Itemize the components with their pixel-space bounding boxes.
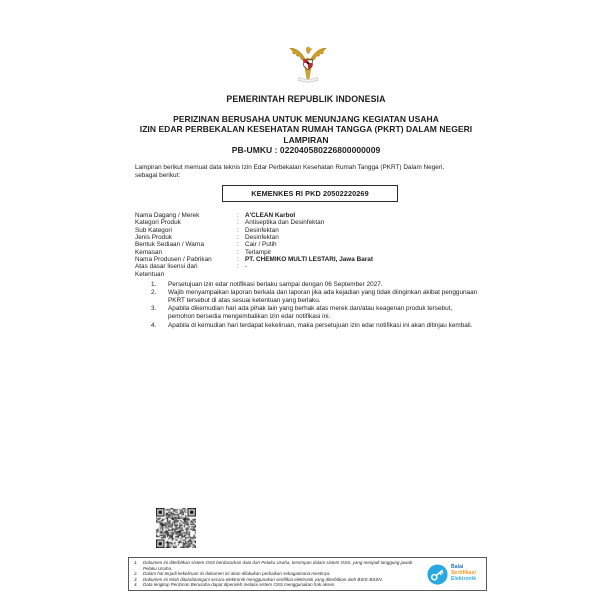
intro-text: Lampiran berikut memuat data teknis Izin Edar Perbekalan Kesehatan Rumah Tangga (PKRT) Dalam Negeri, sebagai berikut: [135,164,445,180]
ketentuan-item [135,305,480,320]
colon: : [237,241,239,249]
certificate-number: KEMENKES RI PKD 20502220269 [251,189,369,198]
field-row-sub-kategori [135,227,480,234]
footer-note-text: Dokumen ini telah ditandatangani secara elektronik menggunakan sertifikat elektronik yang diterbitkan oleh BSrE-BSSN. [143,576,383,582]
field-label: Kemasan [135,248,162,256]
item-text: Apabila dikemudian hari ada pihak lain yang berhak atas merek dan/atau keagenan produk tersebut, pemohon bersedia mengembalikan izin edar notifikasi ini. [168,305,453,320]
colon: : [237,226,239,234]
footer-note-number: 3. [134,576,138,582]
item-number: 1. [151,280,157,288]
footer-note-number: 4. [134,582,138,588]
document-title-block [60,114,552,155]
field-value: Terlampir [245,248,272,256]
item-number: 2. [151,289,157,297]
bsre-logo-text-sertifikasi: Sertifikasi [451,570,477,577]
garuda-pancasila-emblem [288,41,328,85]
field-label: Atas dasar lisensi dari [135,263,198,271]
field-value: Cair / Putih [245,241,277,249]
colon: : [237,248,239,256]
field-row-produsen [135,256,480,263]
footer-note-number: 1. [134,560,138,566]
footer-notes-box [128,557,487,591]
field-label: Sub Kategori [135,226,172,234]
field-value: PT. CHEMIKO MULTI LESTARI, Jawa Barat [245,256,373,264]
colon: : [237,212,239,219]
item-text: Apabila di kemudian hari terdapat kekeliruan, maka persetujuan izin edar notifikasi ini akan ditinjau kembali. [168,321,473,329]
pb-umku-number: PB-UMKU : 022040580226800000009 [231,144,381,155]
colon: : [237,256,239,264]
footer-note-number: 2. [134,571,138,577]
footer-note [134,560,422,571]
field-row-lisensi [135,263,480,270]
item-text: Persetujuan izin edar notifikasi berlaku sampai dengan 06 September 2027. [168,280,383,288]
field-value: - [245,263,248,271]
field-label: Nama Produsen / Pabrikan [135,256,212,264]
field-value: Desinfektan [245,234,279,242]
field-row-nama-dagang [135,212,480,219]
bsre-logo-text-elektronik: Elektronik [451,575,477,582]
government-title: PEMERINTAH REPUBLIK INDONESIA [226,94,386,104]
ketentuan-heading: Ketentuan [135,270,165,278]
field-value: Desinfektan [245,226,279,234]
field-label: Jenis Produk [135,234,172,242]
footer-note-text: Dalam hal terjadi kekeliruan isi dokumen ini akan dilakukan perbaikan sebagaimana mestinya. [143,571,331,577]
certificate-number-box [222,185,398,202]
field-label: Nama Dagang / Merek [135,212,200,219]
key-icon [427,564,448,585]
item-number: 4. [151,321,157,329]
permit-title-line-2: IZIN EDAR PERBEKALAN KESEHATAN RUMAH TANGGA (PKRT) DALAM NEGERI [139,124,473,135]
field-label: Bentuk Sediaan / Warna [135,241,205,249]
ketentuan-item [135,281,480,289]
permit-title-line-3: LAMPIRAN [283,134,329,145]
field-value: Antiseptika dan Desinfektan [245,219,325,227]
ketentuan-item [135,289,480,304]
footer-note-text: Dokumen ini diterbitkan sistem OSS berdasarkan data dari Pelaku Usaha, tersimpan dalam sistem OSS, yang menjadi tanggung jawab Pelaku Usaha. [143,560,413,571]
colon: : [237,219,239,227]
technical-data-block [135,212,480,330]
bsre-logo-text-balai: Balai [451,564,464,571]
bsre-logo [427,564,476,585]
field-row-jenis-produk [135,234,480,241]
colon: : [237,234,239,242]
ketentuan-item [135,322,480,330]
qr-code [156,508,196,548]
field-row-kemasan [135,249,480,256]
colon: : [237,263,239,271]
footer-note [134,582,422,587]
field-label: Kategori Produk [135,219,181,227]
item-number: 3. [151,305,157,313]
ketentuan-list [135,281,480,330]
footer-note-text: Data lengkap Perizinan Berusaha dapat diperoleh melalui sistem OSS menggunakan hak akses. [143,582,336,588]
bsre-logo-text [451,565,476,582]
item-text: Wajib menyampaikan laporan berkala dan laporan jika ada kejadian yang tidak diinginkan akibat penggunaan PKRT tersebut di atas sesuai ketentuan yang berlaku. [168,289,478,304]
field-row-bentuk-sediaan [135,241,480,248]
field-row-kategori-produk [135,219,480,226]
permit-title-line-1: PERIZINAN BERUSAHA UNTUK MENUNJANG KEGIATAN USAHA [173,114,439,124]
footer-notes [134,560,422,587]
field-value: A'CLEAN Karbol [245,212,296,219]
